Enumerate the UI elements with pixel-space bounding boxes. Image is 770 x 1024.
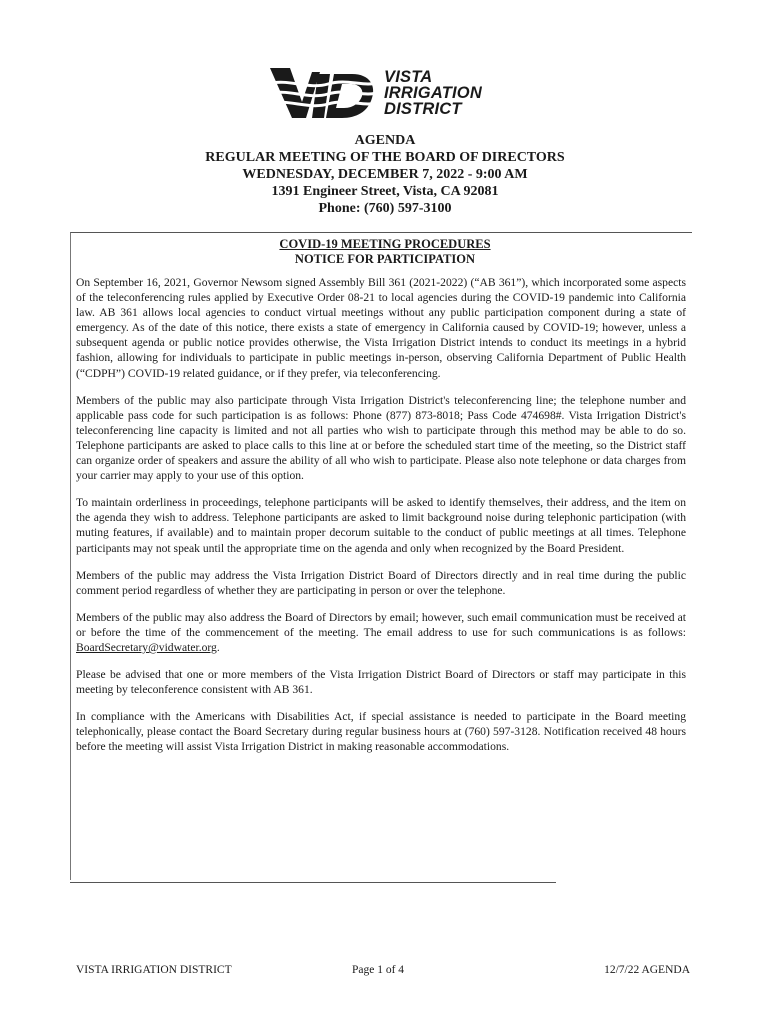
email-paragraph-end: . <box>216 640 220 654</box>
email-paragraph-text: Members of the public may also address the Board of Directors by email; however, such email communication must be received at or before the time of the commencement of the meeting. The email address to use for such communications is as follows: <box>76 610 686 639</box>
logo-wordmark <box>384 69 482 117</box>
notice-body <box>76 275 686 755</box>
logo-word-irrigation: IRRIGATION <box>384 84 482 102</box>
footer-page-number: Page 1 of 4 <box>352 964 405 976</box>
notice-subtitle: NOTICE FOR PARTICIPATION <box>294 252 476 266</box>
board-secretary-email-link[interactable]: BoardSecretary@vidwater.org <box>76 640 217 654</box>
notice-heading <box>0 237 770 267</box>
paragraph-orderliness: To maintain orderliness in proceedings, telephone participants will be asked to identify themselves, their address, and the item on the agenda they wish to address. Telephone participants are asked to limit background noise during telephonic participation (with muting features, if available) and to maintain proper decorum suitable to the conduct of public meetings at all times. Telephone participants may not speak until the appropriate time on the agenda and only when recognized by the Board President. <box>76 496 686 555</box>
meeting-phone: Phone: (760) 597-3100 <box>318 201 452 216</box>
meeting-type: REGULAR MEETING OF THE BOARD OF DIRECTORS <box>205 150 565 165</box>
logo-word-district: DISTRICT <box>384 100 462 118</box>
paragraph-ada: In compliance with the Americans with Disabilities Act, if special assistance is needed to participate in the Board meeting telephonically, please contact the Board Secretary during regular business hours at (760) 597-3128. Notification received 48 hours before the meeting will assist Vista Irrigation District in making reasonable accommodations. <box>76 710 686 754</box>
paragraph-email <box>76 610 686 655</box>
paragraph-teleconference-line: Members of the public may also participate through Vista Irrigation District's teleconferencing line; the telephone number and applicable pass code for such participation is as follows: Phone (877) 873-8018; Pass Code 474698#. Vista Irrigation District's teleconferencing line capacity is limited and not all parties who wish to participate through this method may be able to do so. Telephone participants are asked to place calls to this line at or before the scheduled start time of the meeting, so the District staff can organize order of speakers and assure the ability of all who wish to participate. Please also note telephone or data charges from your carrier may apply to your use of this option. <box>76 393 686 483</box>
meeting-address: 1391 Engineer Street, Vista, CA 92081 <box>271 184 499 199</box>
paragraph-ab361: On September 16, 2021, Governor Newsom signed Assembly Bill 361 (2021-2022) (“AB 361”), which incorporated some aspects of the teleconferencing rules applied by Executive Order 08-21 to local agencies during the COVID-19 pandemic into California law. AB 361 allows local agencies to conduct virtual meetings without any public participation component during a state of emergency. As of the date of this notice, there exists a state of emergency in California caused by COVID-19; however, unless a subsequent agenda or public notice provides otherwise, the Vista Irrigation District intends to conduct its meetings in a hybrid fashion, allowing for individuals to participate in public meetings in-person, observing California Department of Public Health (“CDPH”) COVID-19 related guidance, or if they prefer, via teleconferencing. <box>76 276 686 380</box>
agenda-header <box>0 132 770 217</box>
vid-logo-icon <box>268 62 380 124</box>
paragraph-board-teleconference: Please be advised that one or more members of the Vista Irrigation District Board of Directors or staff may participate in this meeting by teleconference consistent with AB 361. <box>76 668 686 697</box>
notice-box-bottom-rule <box>70 882 556 883</box>
logo-word-vista: VISTA <box>384 68 433 86</box>
agenda-title: AGENDA <box>354 133 416 148</box>
footer-agenda-date: 12/7/22 AGENDA <box>604 964 690 976</box>
meeting-date: WEDNESDAY, DECEMBER 7, 2022 - 9:00 AM <box>242 167 528 182</box>
district-logo <box>268 60 508 126</box>
paragraph-public-comment: Members of the public may address the Vista Irrigation District Board of Directors directly and in real time during the public comment period regardless of whether they are participating in person or over the telephone. <box>76 568 686 597</box>
notice-title: COVID-19 MEETING PROCEDURES <box>279 237 491 251</box>
footer-organization: VISTA IRRIGATION DISTRICT <box>76 964 232 976</box>
